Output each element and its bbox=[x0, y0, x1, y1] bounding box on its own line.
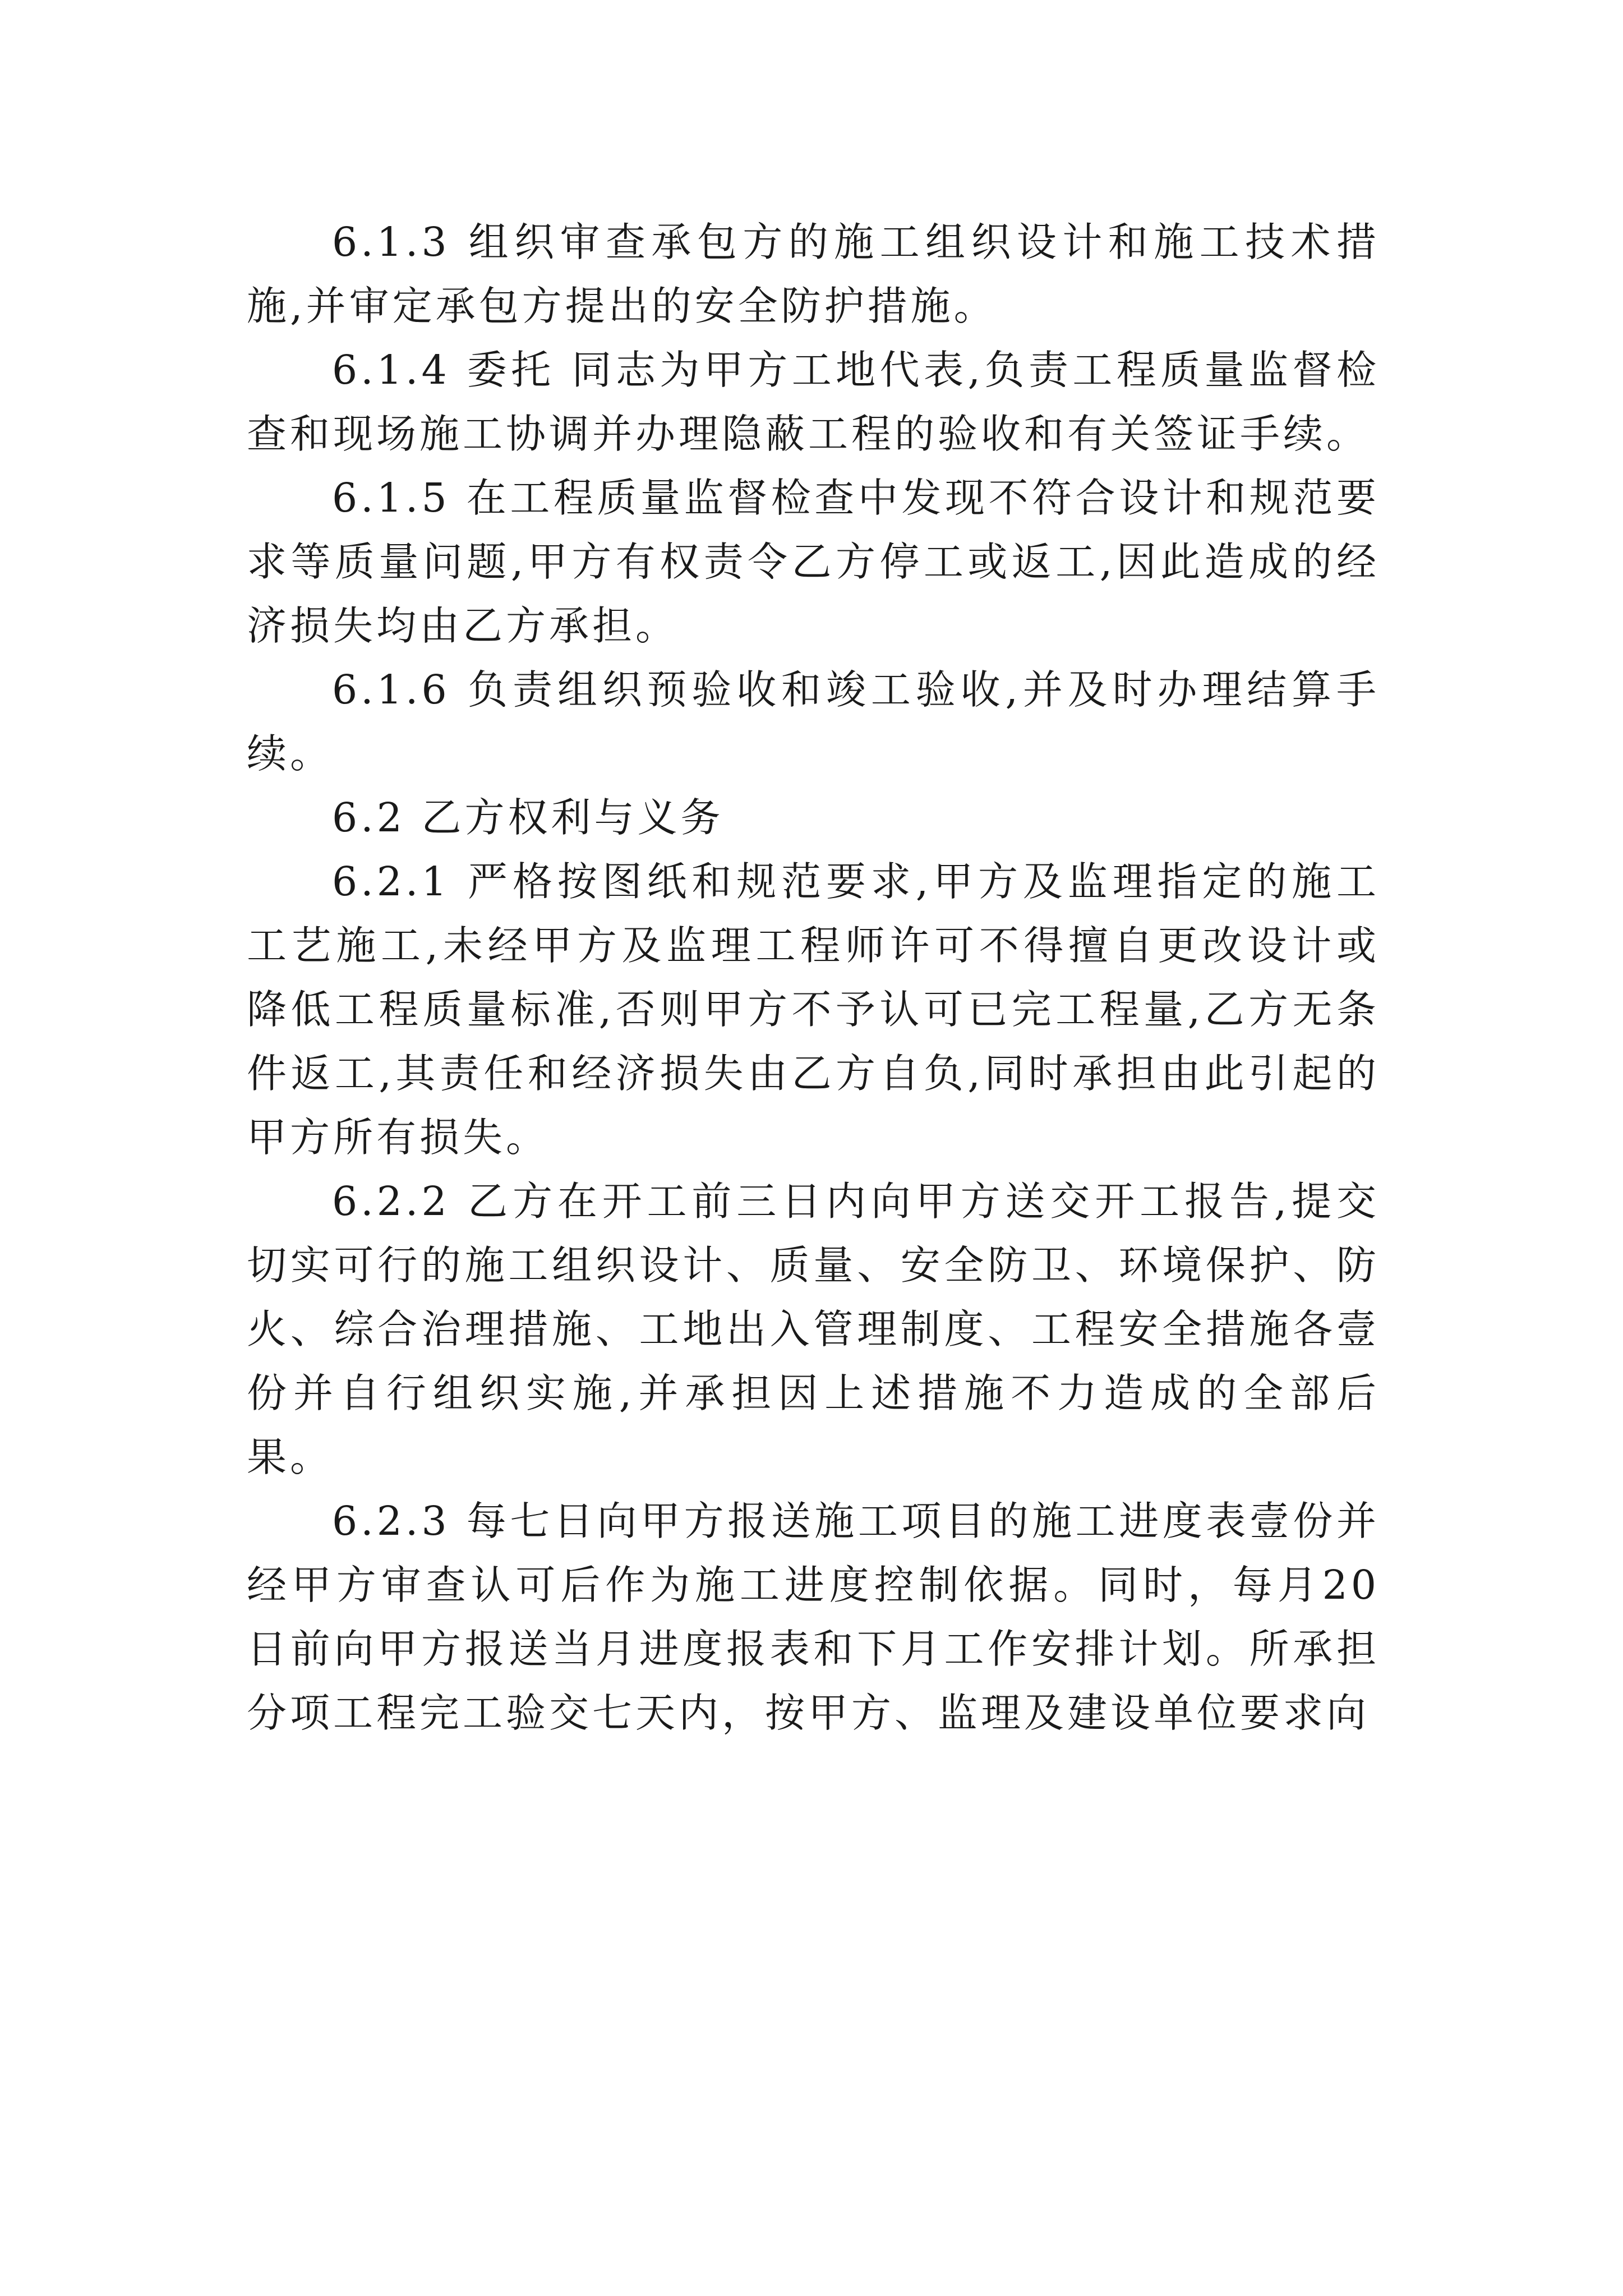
paragraph-6-2-1: 6.2.1 严格按图纸和规范要求,甲方及监理指定的施工工艺施工,未经甲方及监理工程师许可不得擅自更改设计或降低工程质量标准,否则甲方不予认可已完工程量,乙方无条件返工,其责任和经济损失由乙方自负,同时承担由此引起的甲方所有损失。 bbox=[247, 858, 1380, 1161]
paragraph-6-1-6: 6.1.6 负责组织预验收和竣工验收,并及时办理结算手续。 bbox=[247, 666, 1380, 777]
paragraph-6-1-3: 6.1.3 组织审查承包方的施工组织设计和施工技术措施,并审定承包方提出的安全防护措施。 bbox=[247, 219, 1380, 329]
paragraph-6-1-4: 6.1.4 委托 同志为甲方工地代表,负责工程质量监督检查和现场施工协调并办理隐蔽工程的验收和有关签证手续。 bbox=[247, 347, 1380, 457]
document-body bbox=[247, 210, 1380, 1745]
paragraph-6-2-3: 6.2.3 每七日向甲方报送施工项目的施工进度表壹份并经甲方审查认可后作为施工进度控制依据。同时，每月20日前向甲方报送当月进度报表和下月工作安排计划。所承担分项工程完工验交七天内，按甲方、监理及建设单位要求向 bbox=[247, 1498, 1380, 1736]
paragraph-6-1-5: 6.1.5 在工程质量监督检查中发现不符合设计和规范要求等质量问题,甲方有权责令乙方停工或返工,因此造成的经济损失均由乙方承担。 bbox=[247, 475, 1380, 649]
section-heading-6-2: 6.2 乙方权利与义务 bbox=[332, 794, 724, 841]
paragraph-6-2-2: 6.2.2 乙方在开工前三日内向甲方送交开工报告,提交切实可行的施工组织设计、质量、安全防卫、环境保护、防火、综合治理措施、工地出入管理制度、工程安全措施各壹份并自行组织实施,并承担因上述措施不力造成的全部后果。 bbox=[247, 1178, 1380, 1480]
